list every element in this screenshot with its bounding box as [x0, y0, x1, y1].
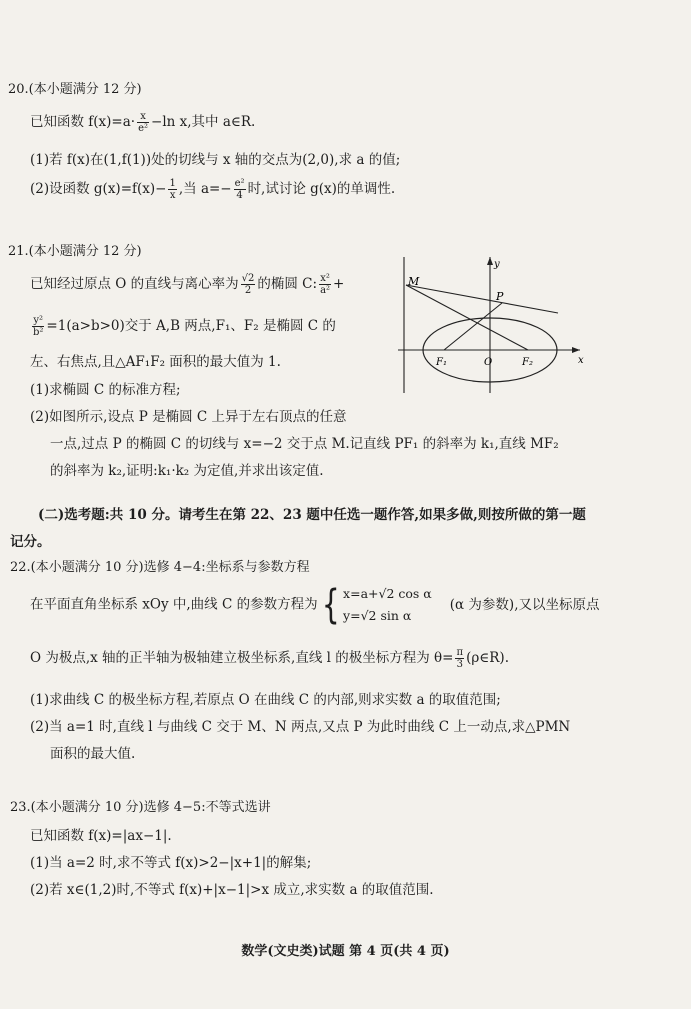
q23-part2: (2)若 x∈(1,2)时,不等式 f(x)+|x−1|>x 成立,求实数 a 的取值范围.: [30, 882, 434, 898]
q21-xfrac: [319, 273, 331, 296]
q23-header: 23.(本小题满分 10 分)选修 4−5:不等式选讲: [10, 800, 271, 815]
q22-stem2-b: (ρ∈R).: [466, 650, 509, 666]
q21-header: 21.(本小题满分 12 分): [8, 244, 142, 259]
q21-part2b: 一点,过点 P 的椭圆 C 的切线与 x=−2 交于点 M.记直线 PF₁ 的斜率为 k₁,直线 MF₂: [50, 436, 559, 452]
q20-part2-b: ,当 a=−: [178, 181, 232, 197]
q20-part2-frac2: [234, 178, 246, 201]
q20-part2-frac1-den: x: [169, 190, 176, 201]
q21-xfrac-num: x²: [320, 273, 330, 284]
q21-stem3: 左、右焦点,且△AF₁F₂ 面积的最大值为 1.: [30, 354, 281, 370]
label-o: O: [484, 357, 493, 368]
q21-ecc-den: 2: [244, 285, 252, 296]
q20-stem-tail: −ln x,其中 a∈R.: [151, 114, 256, 130]
q22-header: 22.(本小题满分 10 分)选修 4−4:坐标系与参数方程: [10, 560, 310, 575]
q20-part2-frac2-num: e²: [234, 178, 245, 189]
elective-note-line1: (二)选考题:共 10 分。请考生在第 22、23 题中任选一题作答,如果多做,则按所做的第一题: [38, 507, 586, 523]
q22-stem1: [30, 583, 599, 627]
tangent-line: [406, 285, 558, 313]
q20-header: 20.(本小题满分 12 分): [8, 82, 142, 97]
label-p: P: [496, 290, 504, 303]
q21-stem1: [30, 272, 344, 296]
q20-fraction: [137, 111, 149, 134]
q21-stem1-a: 已知经过原点 O 的直线与离心率为: [30, 276, 239, 292]
q22-part1: (1)求曲线 C 的极坐标方程,若原点 O 在曲线 C 的内部,则求实数 a 的取值范围;: [30, 692, 501, 708]
q22-stem2: [30, 646, 509, 670]
label-m: M: [408, 275, 420, 288]
label-f2: F₂: [522, 357, 533, 368]
q21-part1: (1)求椭圆 C 的标准方程;: [30, 382, 181, 398]
q23-part1: (1)当 a=2 时,求不等式 f(x)>2−|x+1|的解集;: [30, 855, 312, 871]
q22-part2b: 面积的最大值.: [50, 746, 136, 762]
q20-frac-num: x: [137, 111, 149, 123]
q22-theta-num: π: [456, 647, 464, 658]
q20-stem-text: 已知函数 f(x)=a·: [30, 114, 136, 130]
label-y: y: [494, 259, 500, 270]
x-axis-arrow: [572, 347, 580, 353]
q22-theta-den: 3: [456, 659, 463, 670]
q21-eccentricity: [241, 273, 256, 296]
line-mf2: [406, 285, 528, 350]
q20-stem: [30, 110, 255, 134]
label-x: x: [578, 355, 584, 366]
q21-ecc-num: √2: [241, 273, 255, 284]
q22-eq2: y=√2 sin α: [343, 608, 412, 623]
q20-part2-a: (2)设函数 g(x)=f(x)−: [30, 181, 167, 197]
q21-stem2: [30, 314, 336, 338]
ellipse-figure: [388, 255, 588, 395]
q20-part2-frac1-num: 1: [169, 178, 176, 189]
y-axis-arrow: [487, 257, 493, 265]
page-footer: 数学(文史类)试题 第 4 页(共 4 页): [241, 944, 450, 959]
q20-part2: [30, 177, 395, 201]
q22-param-system: [318, 583, 432, 627]
q20-part2-frac2-den: 4: [236, 190, 243, 201]
q22-stem-b: (α 为参数),又以坐标原点: [449, 596, 600, 613]
q20-part2-frac1: [168, 178, 176, 201]
q20-frac-den: e²: [138, 123, 149, 134]
q22-stem2-a: O 为极点,x 轴的正半轴为极轴建立极坐标系,直线 l 的极坐标方程为 θ=: [30, 650, 454, 666]
q21-part2a: (2)如图所示,设点 P 是椭圆 C 上异于左右顶点的任意: [30, 409, 347, 425]
q21-yfrac: [32, 315, 44, 338]
brace-icon: {: [321, 582, 340, 628]
q23-stem: 已知函数 f(x)=|ax−1|.: [30, 828, 172, 844]
elective-note-line2: 记分。: [10, 534, 51, 550]
q20-part2-c: 时,试讨论 g(x)的单调性.: [247, 181, 396, 197]
q21-part2c: 的斜率为 k₂,证明:k₁·k₂ 为定值,并求出该定值.: [50, 463, 324, 479]
q20-part1: (1)若 f(x)在(1,f(1))处的切线与 x 轴的交点为(2,0),求 a 的值;: [30, 152, 401, 168]
q21-stem2-text: =1(a>b>0)交于 A,B 两点,F₁、F₂ 是椭圆 C 的: [46, 318, 336, 334]
q21-stem1-c: +: [333, 276, 345, 292]
q21-yfrac-num: y²: [33, 315, 44, 326]
q21-yfrac-den: b²: [33, 327, 44, 338]
q22-eq1: x=a+√2 cos α: [343, 586, 432, 601]
q21-xfrac-den: a²: [320, 285, 331, 296]
q22-theta-frac: [455, 647, 464, 670]
q21-stem1-b: 的椭圆 C:: [257, 276, 318, 292]
q22-part2a: (2)当 a=1 时,直线 l 与曲线 C 交于 M、N 两点,又点 P 为此时曲线 C 上一动点,求△PMN: [30, 719, 571, 735]
q22-stem-a: 在平面直角坐标系 xOy 中,曲线 C 的参数方程为: [30, 596, 318, 613]
label-f1: F₁: [436, 357, 447, 368]
